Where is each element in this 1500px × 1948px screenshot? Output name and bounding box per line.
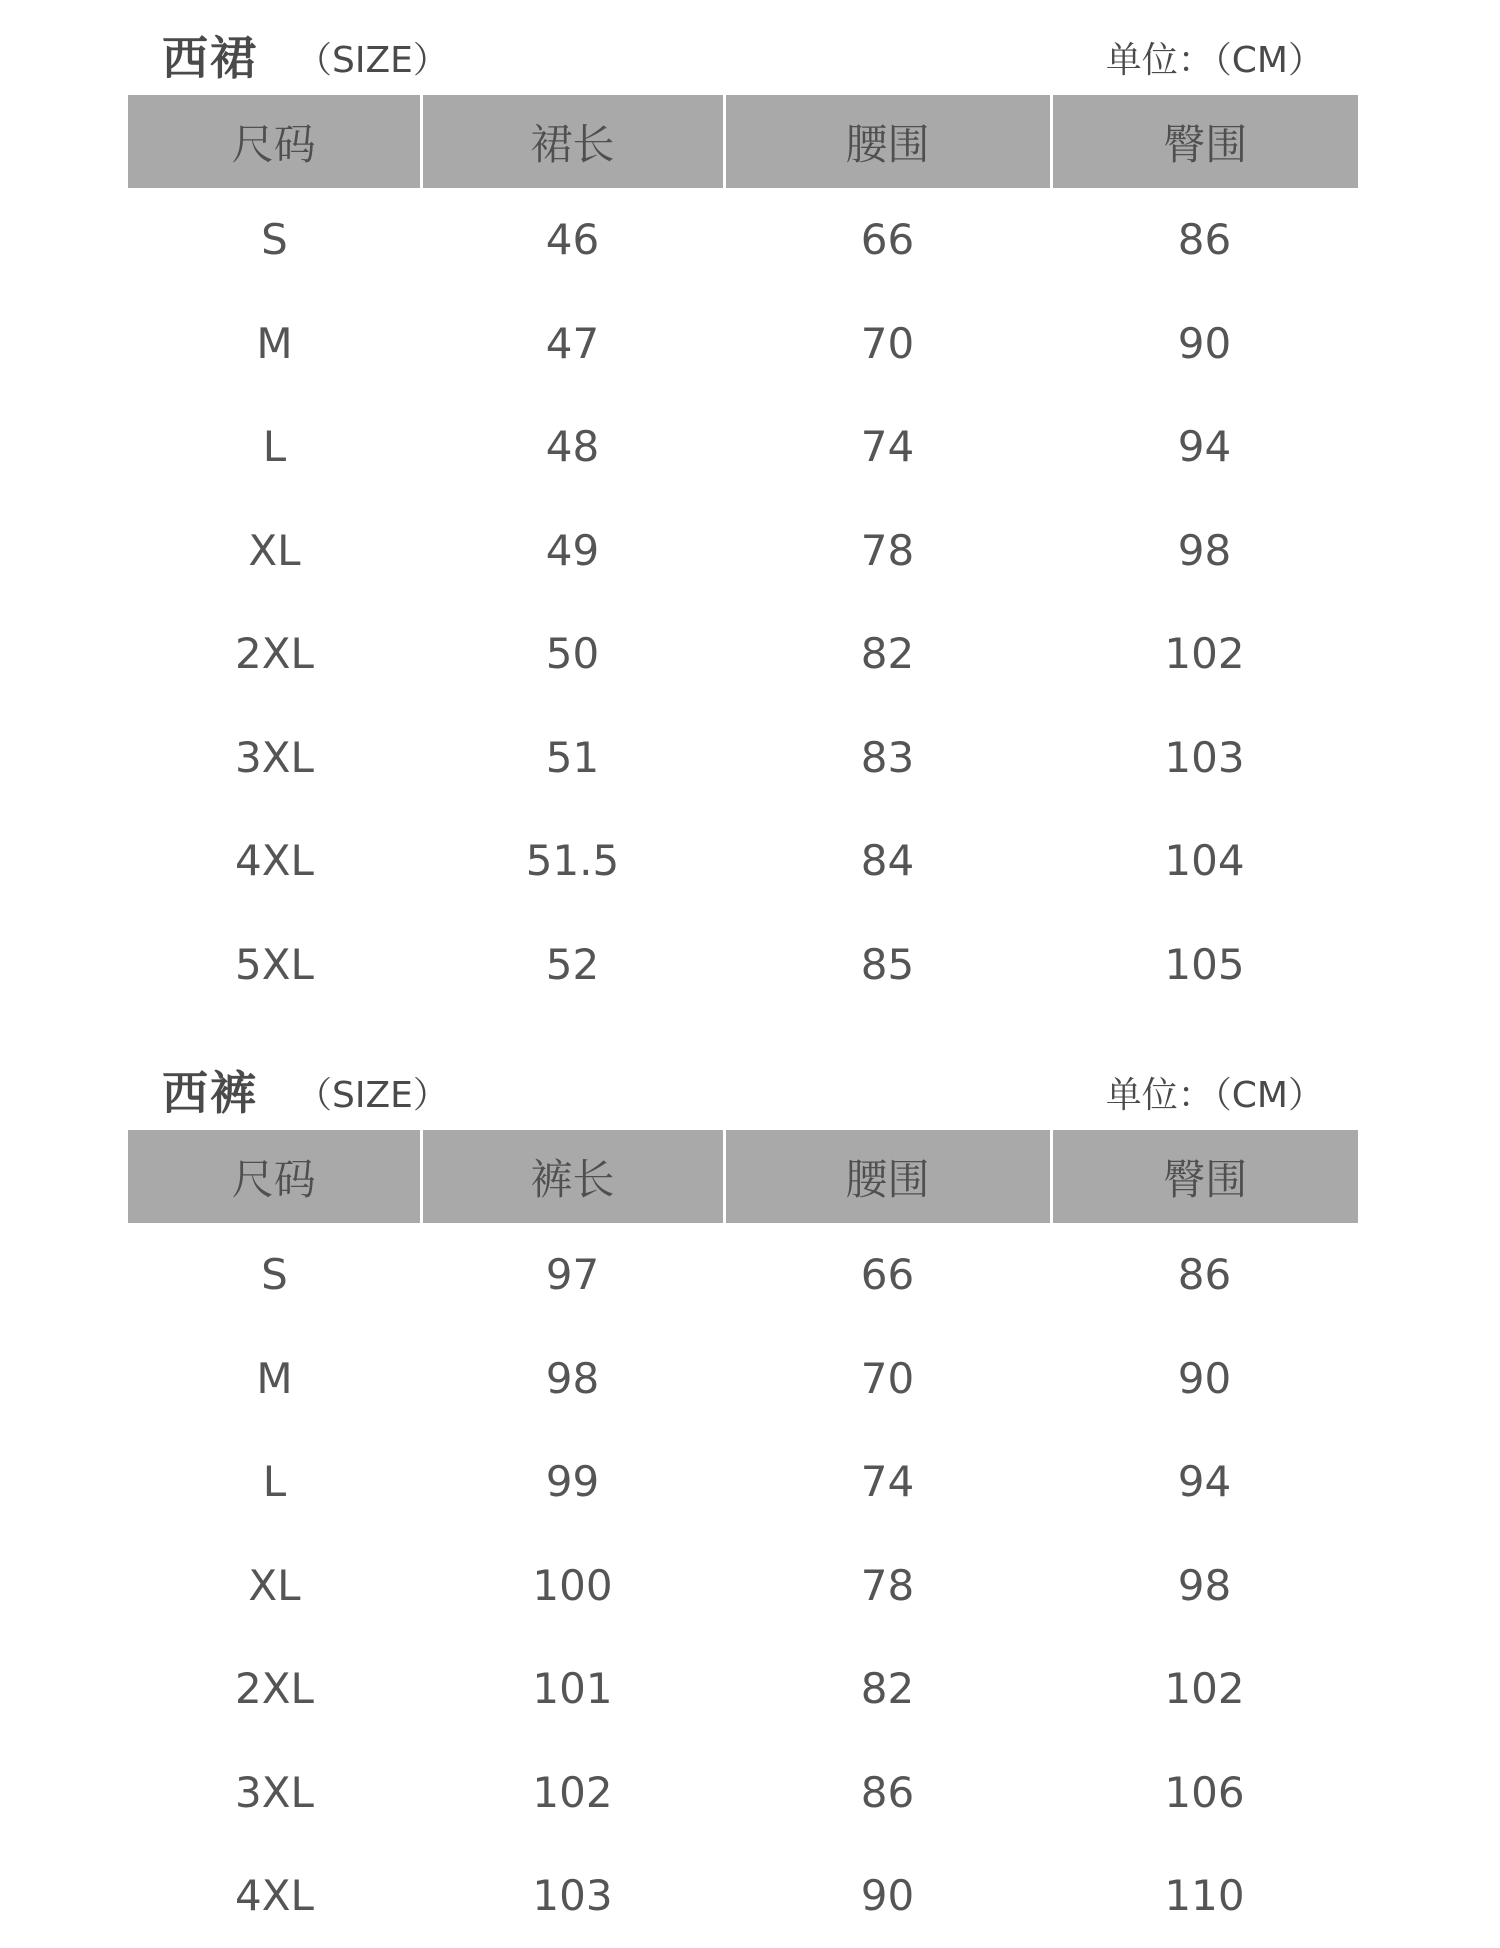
- hip-cell: 103: [1164, 732, 1245, 782]
- skirt-header-size: 尺码: [128, 95, 421, 188]
- pants-size-section: [128, 1035, 1358, 1948]
- hip-cell: 105: [1164, 939, 1245, 989]
- waist-cell: 85: [860, 939, 915, 989]
- size-cell: M: [256, 1353, 293, 1403]
- size-cell: S: [261, 1250, 288, 1300]
- size-cell: 4XL: [235, 1871, 314, 1921]
- length-cell: 100: [532, 1560, 613, 1610]
- waist-cell: 74: [860, 422, 915, 472]
- hip-cell: 98: [1177, 1560, 1232, 1610]
- waist-cell: 83: [860, 732, 915, 782]
- waist-cell: 78: [860, 1560, 915, 1610]
- pants-size-table: [128, 1130, 1358, 1948]
- pants-section-header: [128, 1035, 1358, 1130]
- length-cell: 47: [545, 318, 600, 368]
- waist-cell: 82: [860, 629, 915, 679]
- table-row: [128, 809, 1358, 913]
- hip-cell: 90: [1177, 318, 1232, 368]
- skirt-size-section: [128, 0, 1358, 1016]
- skirt-size-tag: （SIZE）: [296, 40, 449, 81]
- length-cell: 51: [545, 732, 600, 782]
- size-cell: 4XL: [235, 836, 314, 886]
- size-cell: 2XL: [235, 629, 314, 679]
- length-cell: 99: [545, 1457, 600, 1507]
- size-cell: 3XL: [235, 732, 314, 782]
- length-cell: 101: [532, 1664, 613, 1714]
- waist-cell: 90: [860, 1871, 915, 1921]
- waist-cell: 84: [860, 836, 915, 886]
- waist-cell: 66: [860, 1250, 915, 1300]
- table-row: [128, 1223, 1358, 1327]
- hip-cell: 86: [1177, 215, 1232, 265]
- waist-cell: 66: [860, 215, 915, 265]
- hip-cell: 102: [1164, 629, 1245, 679]
- skirt-header-length: 裙长: [421, 95, 724, 188]
- hip-cell: 106: [1164, 1767, 1245, 1817]
- length-cell: 103: [532, 1871, 613, 1921]
- table-row: [128, 1741, 1358, 1845]
- skirt-unit-label: 单位：（CM）: [1105, 40, 1324, 81]
- table-row: [128, 1844, 1358, 1948]
- table-row: [128, 706, 1358, 810]
- pants-table-header-row: [128, 1130, 1358, 1223]
- table-row: [128, 913, 1358, 1017]
- pants-header-size: 尺码: [128, 1130, 421, 1223]
- table-row: [128, 292, 1358, 396]
- table-row: [128, 1327, 1358, 1431]
- skirt-table-header-row: [128, 95, 1358, 188]
- table-row: [128, 395, 1358, 499]
- hip-cell: 104: [1164, 836, 1245, 886]
- hip-cell: 94: [1177, 1457, 1232, 1507]
- size-cell: L: [262, 1457, 287, 1507]
- pants-title: 西裤: [162, 1066, 258, 1120]
- waist-cell: 86: [860, 1767, 915, 1817]
- skirt-header-hip: 臀围: [1163, 119, 1248, 169]
- table-row: [128, 1637, 1358, 1741]
- hip-cell: 90: [1177, 1353, 1232, 1403]
- waist-cell: 70: [860, 1353, 915, 1403]
- size-cell: XL: [248, 525, 301, 575]
- length-cell: 98: [545, 1353, 600, 1403]
- hip-cell: 86: [1177, 1250, 1232, 1300]
- skirt-title: 西裙: [162, 31, 258, 85]
- size-cell: L: [262, 422, 287, 472]
- skirt-size-table: [128, 95, 1358, 1016]
- size-cell: M: [256, 318, 293, 368]
- length-cell: 46: [545, 215, 600, 265]
- size-cell: 3XL: [235, 1767, 314, 1817]
- pants-header-length: 裤长: [421, 1130, 724, 1223]
- skirt-header-waist: 腰围: [724, 95, 1051, 188]
- length-cell: 50: [545, 629, 600, 679]
- size-cell: S: [261, 215, 288, 265]
- hip-cell: 110: [1164, 1871, 1245, 1921]
- table-row: [128, 188, 1358, 292]
- size-cell: XL: [248, 1560, 301, 1610]
- pants-header-waist: 腰围: [724, 1130, 1051, 1223]
- length-cell: 102: [532, 1767, 613, 1817]
- table-row: [128, 499, 1358, 603]
- waist-cell: 82: [860, 1664, 915, 1714]
- table-row: [128, 602, 1358, 706]
- length-cell: 51.5: [525, 836, 620, 886]
- length-cell: 52: [545, 939, 600, 989]
- pants-size-tag: （SIZE）: [296, 1075, 449, 1116]
- size-cell: 2XL: [235, 1664, 314, 1714]
- length-cell: 97: [545, 1250, 600, 1300]
- length-cell: 48: [545, 422, 600, 472]
- length-cell: 49: [545, 525, 600, 575]
- pants-unit-label: 单位：（CM）: [1105, 1075, 1324, 1116]
- size-cell: 5XL: [235, 939, 314, 989]
- waist-cell: 78: [860, 525, 915, 575]
- waist-cell: 74: [860, 1457, 915, 1507]
- pants-header-hip: 臀围: [1163, 1154, 1248, 1204]
- waist-cell: 70: [860, 318, 915, 368]
- hip-cell: 94: [1177, 422, 1232, 472]
- table-row: [128, 1534, 1358, 1638]
- hip-cell: 98: [1177, 525, 1232, 575]
- hip-cell: 102: [1164, 1664, 1245, 1714]
- skirt-section-header: [128, 0, 1358, 95]
- table-row: [128, 1430, 1358, 1534]
